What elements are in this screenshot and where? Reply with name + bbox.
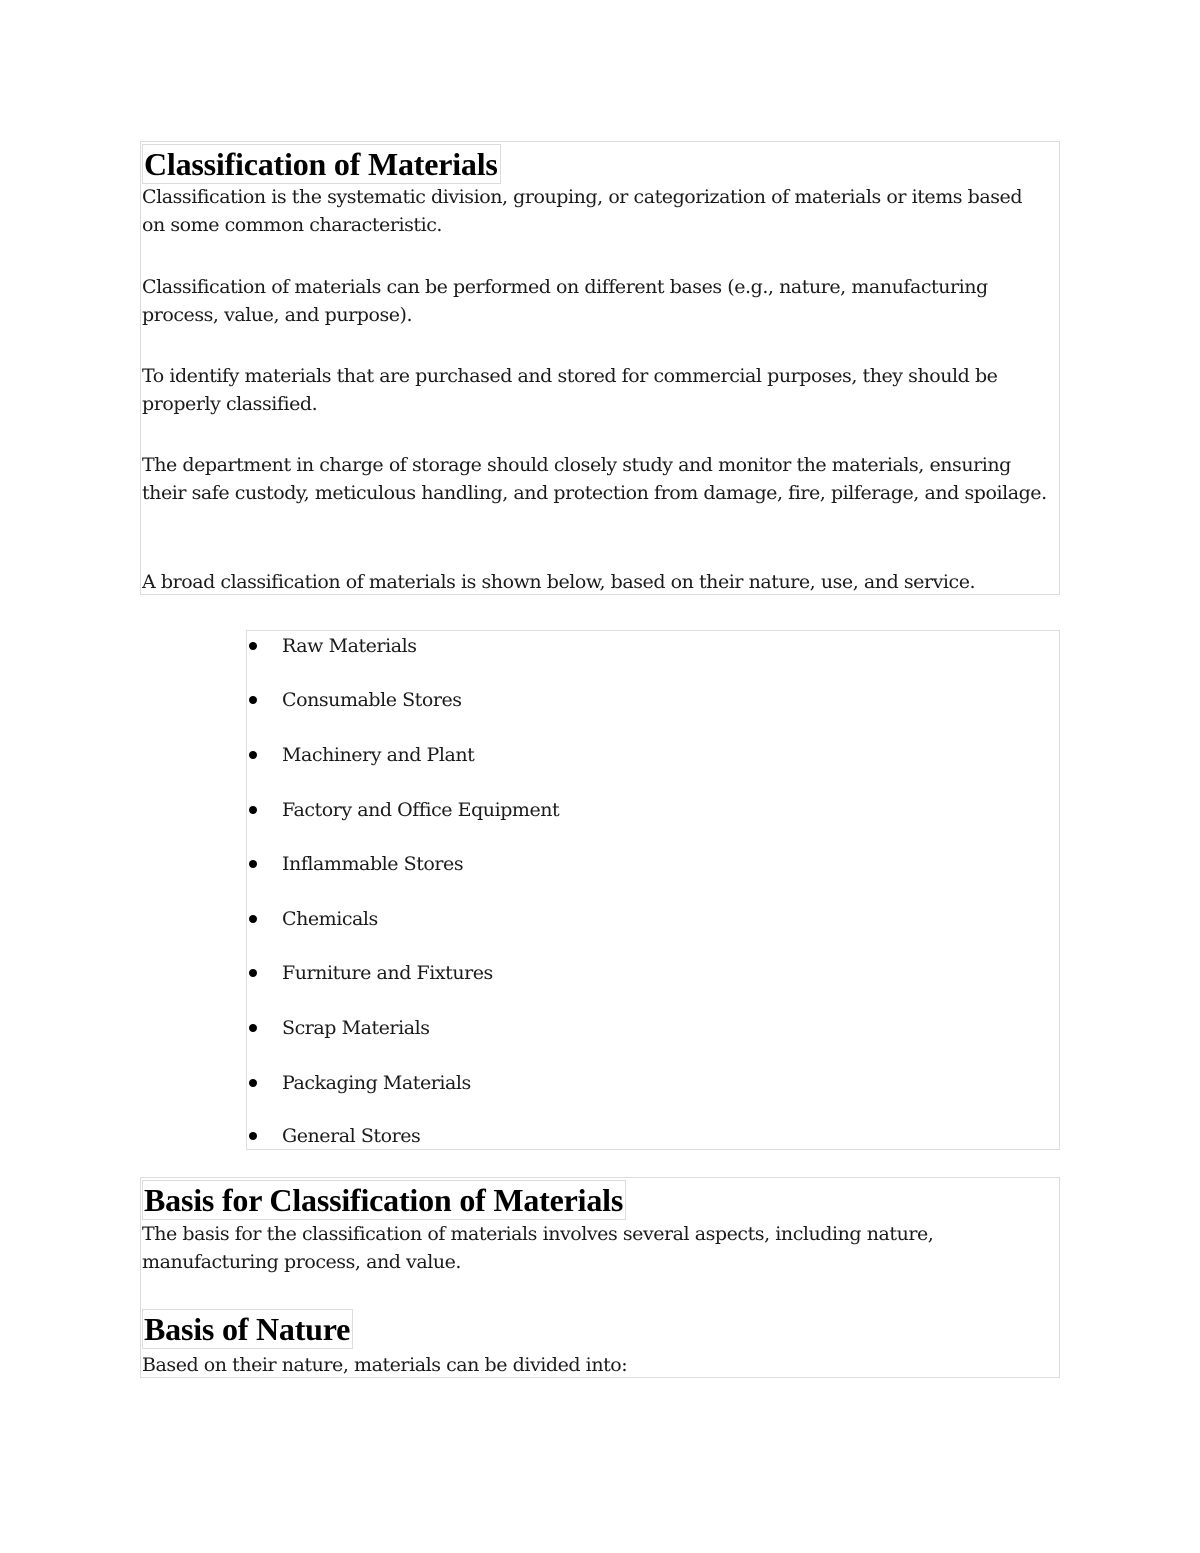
materials-list-box [246,630,1060,1150]
list-item-label: Scrap Materials [282,1017,430,1039]
bullet-icon [249,751,257,759]
list-item-label: Furniture and Fixtures [282,962,493,984]
bullet-icon [249,642,257,650]
bullet-icon [249,969,257,977]
subsection-title: Basis of Nature [142,1309,353,1349]
list-item-label: Chemicals [282,908,378,930]
section-title: Classification of Materials [142,144,501,184]
list-item-label: Inflammable Stores [282,853,464,875]
paragraph-broad: A broad classification of materials is shown below, based on their nature, use, and service. [142,571,976,593]
bullet-icon [249,860,257,868]
list-item-label: Consumable Stores [282,689,462,711]
bullet-icon [249,1024,257,1032]
bullet-icon [249,1079,257,1087]
paragraph-storage: The department in charge of storage should closely study and monitor the materials, ensuring their safe custody, meticulous handling, and protection from damage, fire, pilferage, and spoilage. [142,454,1047,504]
paragraph-definition: Classification is the systematic division, grouping, or categorization of materials or items based on some common characteristic. [142,186,1023,236]
paragraph-nature: Based on their nature, materials can be divided into: [142,1354,628,1376]
bullet-icon [249,915,257,923]
bullet-icon [249,806,257,814]
list-item-label: Factory and Office Equipment [282,799,560,821]
bullet-icon [249,1132,257,1140]
paragraph-bases: Classification of materials can be performed on different bases (e.g., nature, manufacturing process, value, and purpose). [142,276,988,326]
bullet-icon [249,696,257,704]
basis-section [140,1177,1060,1378]
classification-section [140,141,1060,595]
list-item-label: Packaging Materials [282,1072,471,1094]
list-item-label: General Stores [282,1125,421,1147]
paragraph-identify: To identify materials that are purchased and stored for commercial purposes, they should be properly classified. [142,365,998,415]
section-title: Basis for Classification of Materials [142,1180,626,1220]
list-item-label: Machinery and Plant [282,744,475,766]
paragraph-basis: The basis for the classification of materials involves several aspects, including nature, manufacturing process, and value. [142,1223,934,1273]
list-item-label: Raw Materials [282,635,417,657]
